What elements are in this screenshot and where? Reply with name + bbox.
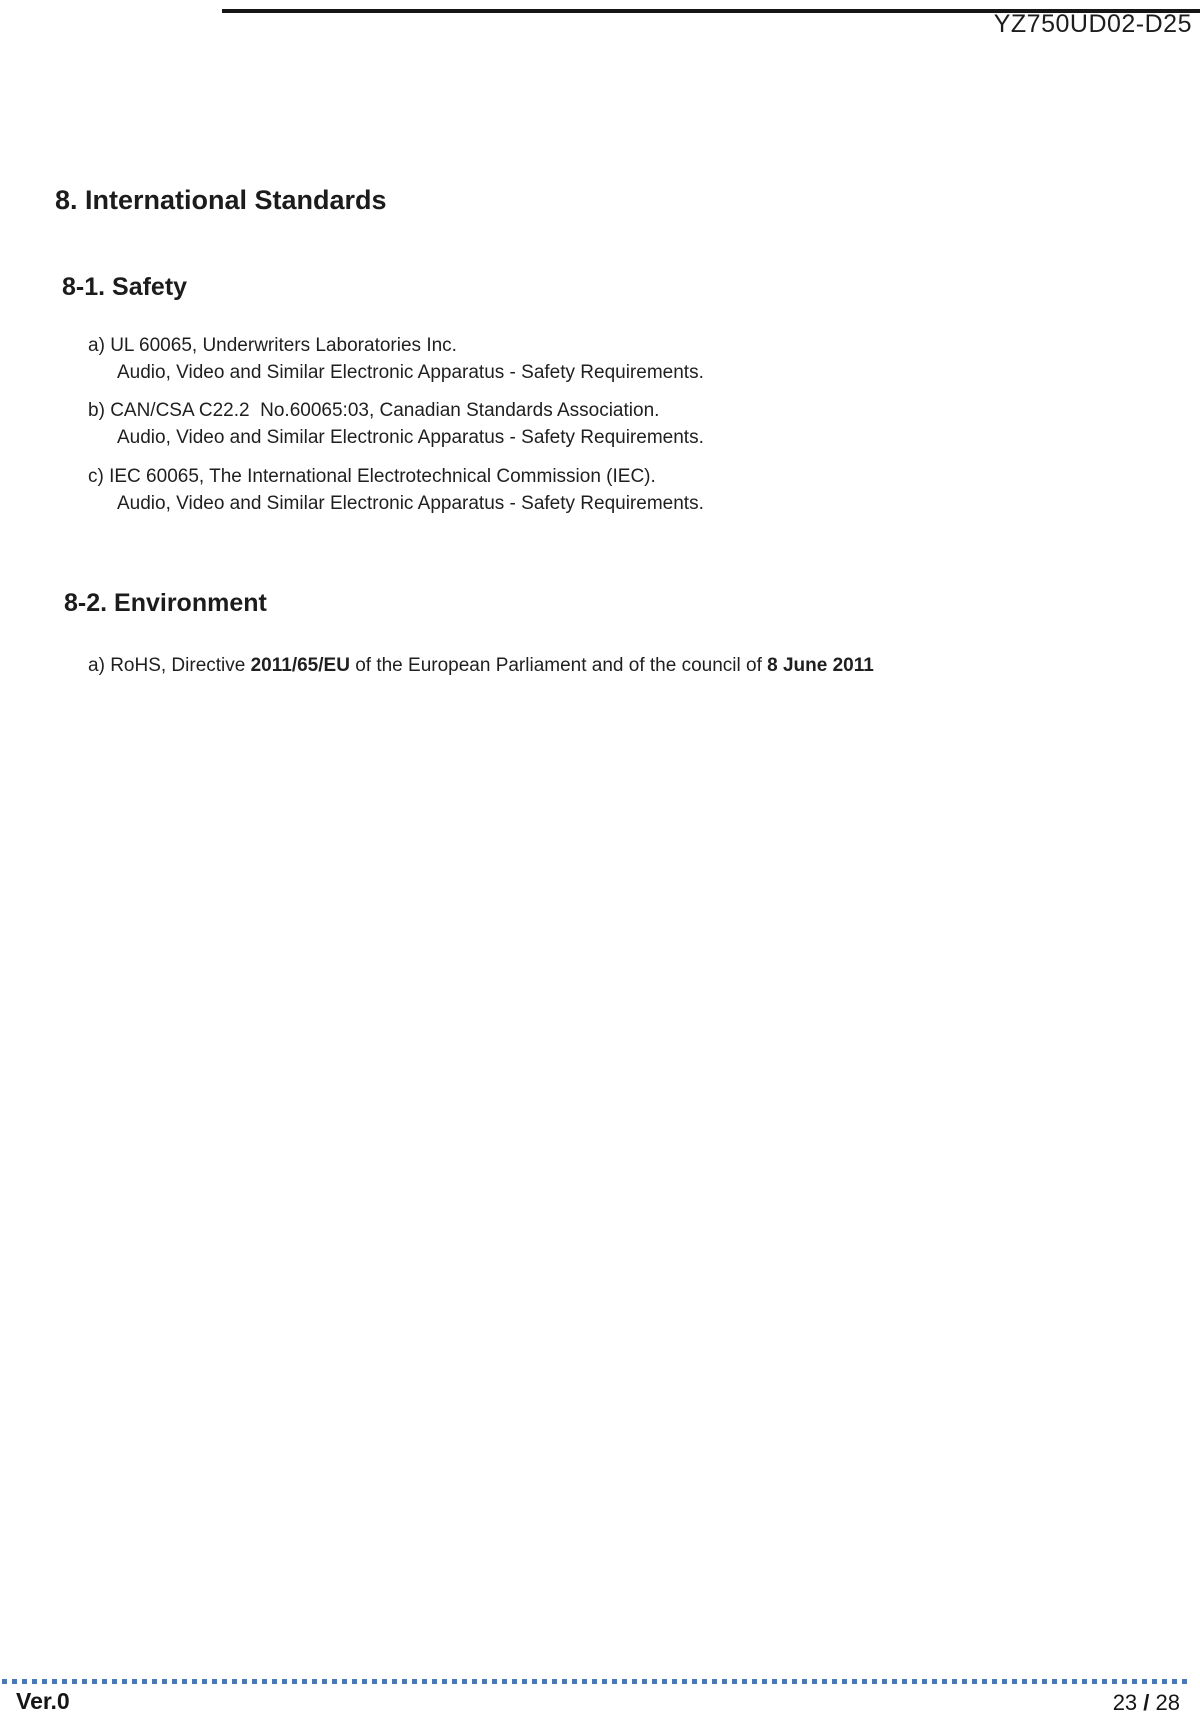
item-label: a) (88, 335, 105, 356)
section-title-international-standards: 8. International Standards (55, 185, 387, 215)
subsection-title-environment: 8-2. Environment (64, 589, 267, 617)
item-body: UL 60065, Underwriters Laboratories Inc. (110, 335, 457, 356)
list-item-line (88, 463, 704, 490)
list-item-continuation: Audio, Video and Similar Electronic Apparatus - Safety Requirements. (117, 362, 704, 383)
rohs-directive-number: 2011/65/EU (250, 655, 350, 676)
rohs-text-2: of the European Parliament and of the council of (349, 655, 768, 676)
footer-dotted-divider (2, 1679, 1190, 1684)
item-body: IEC 60065, The International Electrotechnical Commission (IEC). (109, 466, 656, 487)
list-item-csa (88, 397, 704, 451)
page-total: 28 (1155, 1690, 1180, 1715)
footer-page-indicator (1113, 1690, 1180, 1715)
list-item-continuation: Audio, Video and Similar Electronic Apparatus - Safety Requirements. (117, 493, 704, 514)
rohs-text-1: RoHS, Directive (110, 655, 251, 676)
list-item-continuation: Audio, Video and Similar Electronic Apparatus - Safety Requirements. (117, 427, 704, 448)
footer-version-label: Ver.0 (16, 1688, 70, 1714)
item-label: a) (88, 655, 105, 676)
list-item-ul (88, 332, 704, 386)
page-current: 23 (1112, 1690, 1138, 1715)
list-item-iec (88, 463, 704, 517)
list-item-rohs (88, 652, 874, 679)
subsection-title-safety: 8-1. Safety (62, 273, 188, 301)
item-label: c) (88, 466, 104, 487)
safety-items-list (88, 332, 704, 517)
item-body: CAN/CSA C22.2 No.60065:03, Canadian Standards Association. (110, 400, 660, 421)
page-separator: / (1137, 1690, 1156, 1715)
list-item-line (88, 397, 704, 424)
list-item-line (88, 332, 704, 359)
document-number: YZ750UD02-D25 (993, 10, 1192, 38)
rohs-date: 8 June 2011 (767, 655, 874, 676)
item-label: b) (88, 400, 105, 421)
